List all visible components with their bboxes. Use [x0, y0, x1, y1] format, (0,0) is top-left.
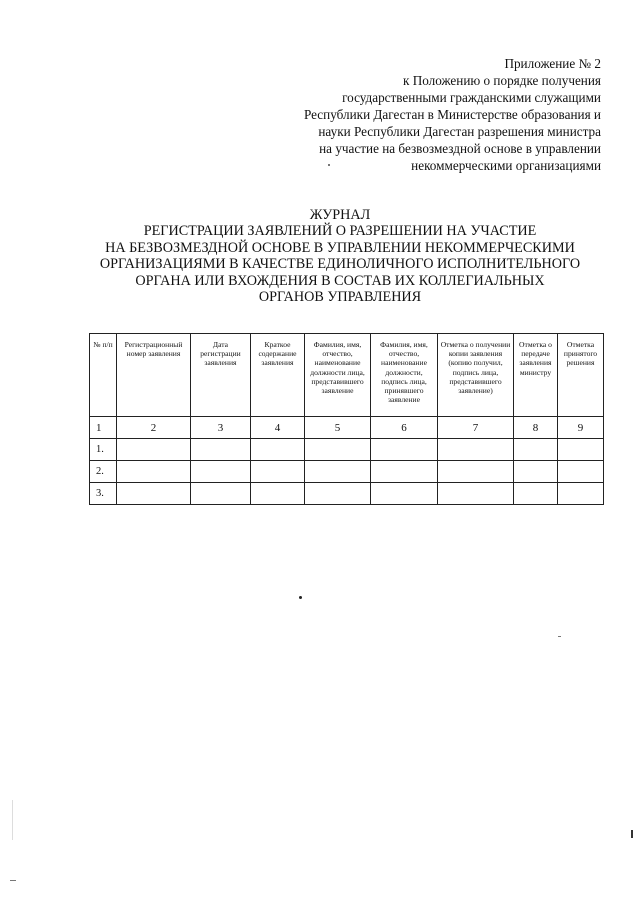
- table-cell: [558, 461, 604, 483]
- appendix-note: [221, 55, 601, 174]
- table-cell: [438, 461, 514, 483]
- appendix-line: Республики Дагестан в Министерстве образования и: [303, 107, 601, 122]
- table-cell: [251, 461, 305, 483]
- title-line: ОРГАНА ИЛИ ВХОЖДЕНИЯ В СОСТАВ ИХ КОЛЛЕГИАЛЬНЫХ: [135, 272, 545, 289]
- header-transfer-to-minister: Отметка о передаче заявления министру: [514, 334, 558, 417]
- table-row: [90, 439, 604, 461]
- column-number: 9: [558, 417, 604, 439]
- title-line: ОРГАНИЗАЦИЯМИ В КАЧЕСТВЕ ЕДИНОЛИЧНОГО ИСПОЛНИТЕЛЬНОГО: [99, 256, 581, 273]
- table-cell: [191, 483, 251, 505]
- column-number: 7: [438, 417, 514, 439]
- title-line: ЖУРНАЛ: [309, 207, 371, 223]
- header-copy-received: Отметка о получении копии заявления (копию получил, подпись лица, представившего заявление): [438, 334, 514, 417]
- table-cell: [117, 483, 191, 505]
- journal-title: [60, 207, 620, 305]
- title-line: НА БЕЗВОЗМЕЗДНОЙ ОСНОВЕ В УПРАВЛЕНИИ НЕКОММЕРЧЕСКИМИ: [105, 239, 575, 256]
- scan-speck: [631, 830, 633, 838]
- column-number: 2: [117, 417, 191, 439]
- scan-speck: [10, 880, 16, 881]
- table-cell: [371, 461, 438, 483]
- column-number: 1: [90, 417, 117, 439]
- appendix-line: некоммерческими организациями: [411, 158, 601, 173]
- table-cell: [117, 439, 191, 461]
- appendix-line: на участие на безвозмездной основе в управлении: [319, 141, 601, 156]
- table-cell: [305, 461, 371, 483]
- table-cell: [305, 439, 371, 461]
- row-label: 2.: [90, 461, 117, 483]
- header-receiver: Фамилия, имя, отчество, наименование должности, подпись лица, принявшего заявление: [371, 334, 438, 417]
- appendix-line: государственными гражданскими служащими: [342, 90, 601, 105]
- table-cell: [371, 483, 438, 505]
- header-registration-number: Регистрационный номер заявления: [117, 334, 191, 417]
- scan-speck: [299, 596, 302, 599]
- header-submitter: Фамилия, имя, отчество, наименование должности лица, представившего заявление: [305, 334, 371, 417]
- table-cell: [251, 483, 305, 505]
- column-number: 5: [305, 417, 371, 439]
- column-number: 8: [514, 417, 558, 439]
- table-cell: [251, 439, 305, 461]
- table-cell: [558, 439, 604, 461]
- title-line: РЕГИСТРАЦИИ ЗАЯВЛЕНИЙ О РАЗРЕШЕНИИ НА УЧАСТИЕ: [143, 223, 537, 240]
- header-registration-date: Дата регистрации заявления: [191, 334, 251, 417]
- column-number: 3: [191, 417, 251, 439]
- table-cell: [371, 439, 438, 461]
- table-row: [90, 461, 604, 483]
- table-cell: [117, 461, 191, 483]
- header-number: № п/п: [90, 334, 117, 417]
- table-cell: [558, 483, 604, 505]
- scan-speck: [328, 164, 330, 166]
- row-label: 3.: [90, 483, 117, 505]
- header-decision: Отметка принятого решения: [558, 334, 604, 417]
- table-cell: [438, 483, 514, 505]
- title-line: ОРГАНОВ УПРАВЛЕНИЯ: [258, 289, 422, 306]
- table-cell: [438, 439, 514, 461]
- table-cell: [514, 439, 558, 461]
- scan-speck: [558, 636, 561, 637]
- table-cell: [191, 439, 251, 461]
- registration-journal-table: [89, 333, 604, 505]
- table-header-row: [90, 334, 604, 417]
- appendix-line: науки Республики Дагестан разрешения министра: [318, 124, 601, 139]
- table-cell: [514, 461, 558, 483]
- table-cell: [305, 483, 371, 505]
- column-number: 6: [371, 417, 438, 439]
- column-number: 4: [251, 417, 305, 439]
- column-number-row: [90, 417, 604, 439]
- header-summary: Краткое содержание заявления: [251, 334, 305, 417]
- row-label: 1.: [90, 439, 117, 461]
- appendix-line: к Положению о порядке получения: [402, 73, 601, 88]
- table-cell: [514, 483, 558, 505]
- table-cell: [191, 461, 251, 483]
- table-row: [90, 483, 604, 505]
- scan-edge: [12, 800, 13, 840]
- appendix-line: Приложение № 2: [504, 56, 601, 71]
